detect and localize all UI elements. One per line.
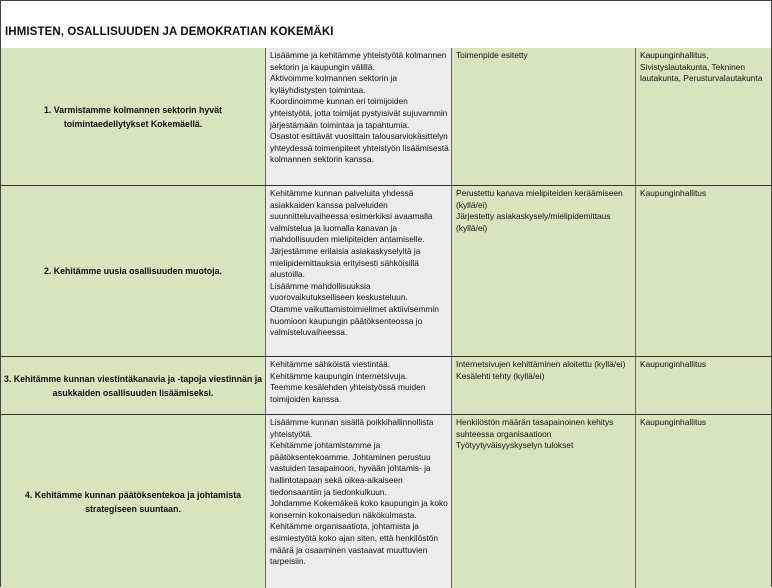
action-text: yhteydessä toimenpiteet yhteistyön lisäämisestä	[270, 142, 449, 153]
action-text: toimijoiden kanssa.	[270, 393, 342, 404]
goal-text: toimintaedellytykset Kokemäellä.	[63, 118, 203, 129]
actions-cell	[266, 415, 452, 588]
goal-text: 2. Kehitämme uusia osallisuuden muotoja.	[44, 266, 222, 276]
action-text: yhteistyötä.	[270, 428, 313, 439]
action-text: Osastot esittävät vuosittain talousarviokäsittelyn	[270, 131, 448, 142]
indicators-cell	[452, 415, 636, 588]
action-text: Kehitämme sähköistä viestintää.	[270, 359, 391, 369]
responsible-text: Kaupunginhallitus,	[640, 50, 709, 60]
action-text: hallintotapaan sekä oikea-aikaiseen	[270, 474, 403, 485]
action-text: mielipidemittauksia erityisesti sähköisillä	[270, 257, 419, 268]
action-text: sektorin ja kaupungin välillä.	[270, 61, 375, 72]
action-text: Lisäämme mahdollisuuksia	[270, 280, 371, 291]
action-text: järjestämään toimintaa ja tapahtumia.	[270, 119, 410, 130]
action-text: Kehitämme johtamistamme ja	[270, 440, 381, 451]
responsible-cell	[636, 415, 771, 588]
action-text: alustoilla.	[270, 269, 305, 280]
table-row	[1, 186, 771, 357]
indicator-text: suhteessa organisaatioon	[456, 428, 552, 439]
table-title: IHMISTEN, OSALLISUUDEN JA DEMOKRATIAN KOKEMÄKI	[5, 26, 334, 38]
action-text: esimiestyötä koko ajan siten, että henkilöstön	[270, 532, 439, 543]
action-text: suunnitteluvaiheessa esimerkiksi avaamalla	[270, 211, 433, 222]
action-text: tarpeisiin.	[270, 556, 306, 567]
goal-text: 3. Kehitämme kunnan viestintäkanavia ja -tapoja viestinnän ja	[3, 373, 263, 384]
indicator-text: Järjestetty asiakaskysely/mielipidemittaus	[456, 211, 611, 222]
action-text: Johdamme Kokemäkeä koko kaupungin ja koko	[270, 498, 448, 509]
action-text: päätöksentekoamme. Johtaminen perustuu	[270, 451, 431, 462]
indicator-text: Työtyytyväisyyskyselyn tulokset	[456, 440, 574, 451]
table-row	[1, 415, 771, 588]
action-text: Teemme kesälehden yhteistyössä muiden	[270, 382, 426, 393]
action-text: kyläyhdistysten toimintaa.	[270, 84, 366, 95]
action-text: Aktivoimme kolmannen sektorin ja	[270, 73, 398, 84]
indicators-cell	[452, 186, 636, 356]
action-text: asiakkaiden kanssa palveluiden	[270, 199, 388, 210]
action-text: Kehitämme kaupungin internetsivuja.	[270, 370, 408, 381]
indicator-text: Henkilöstön määrän tasapainoinen kehitys	[456, 417, 614, 427]
goal-cell	[1, 357, 266, 414]
table-row	[1, 357, 771, 415]
actions-cell	[266, 357, 452, 414]
goal-cell	[1, 415, 266, 588]
responsible-cell	[636, 48, 771, 185]
indicator-text: Internetsivujen kehittäminen aloitettu (kyllä/ei)	[456, 359, 626, 369]
action-text: huomioon kaupungin päätöksenteossa jo	[270, 315, 423, 326]
action-text: konsernin kokonaisedun näkökulmasta.	[270, 509, 417, 520]
action-text: Lisäämme kunnan sisällä poikkihallinnollista	[270, 417, 434, 427]
goal-text: strategiseen suuntaan.	[85, 503, 181, 514]
action-text: määrä ja osaaminen vastaavat muuttuvien	[270, 544, 428, 555]
action-text: Koordinoimme kunnan eri toimijoiden	[270, 96, 408, 107]
action-text: Kehitämme organisaatiota, johtamista ja	[270, 521, 419, 532]
goal-text: 1. Varmistamme kolmannen sektorin hyvät	[44, 104, 222, 115]
actions-cell	[266, 186, 452, 356]
action-text: Otamme vaikuttamistoimielimet aktiivisemmin	[270, 303, 439, 314]
responsible-text: Kaupunginhallitus	[640, 188, 707, 198]
responsible-text: lautakunta, Perusturvalautakunta	[640, 73, 763, 84]
goal-cell	[1, 186, 266, 356]
action-text: vuorovaikutukselliseen keskusteluun.	[270, 292, 408, 303]
indicator-text: (kyllä/ei)	[456, 222, 488, 233]
goal-text: 4. Kehitämme kunnan päätöksentekoa ja johtamista	[24, 489, 242, 500]
goal-text: asukkaiden osallisuuden lisäämiseksi.	[52, 387, 214, 398]
table-title-row	[1, 1, 771, 49]
indicators-cell	[452, 357, 636, 414]
responsible-cell	[636, 357, 771, 414]
action-text: yhteistyötä, jotta toimijat pystyisivät sujuvammin	[270, 107, 448, 118]
responsible-text: Kaupunginhallitus	[640, 359, 707, 369]
action-text: tiedonsaantiin ja tiedonkulkuun.	[270, 486, 387, 497]
indicator-text: Kesälehti tehty (kyllä/ei)	[456, 370, 545, 381]
indicator-text: Toimenpide esitetty	[456, 50, 528, 60]
action-text: Lisäämme ja kehitämme yhteistyötä kolmannen	[270, 50, 447, 60]
action-text: mahdollisuuden mielipiteiden antamiselle.	[270, 234, 425, 245]
actions-cell	[266, 48, 452, 185]
action-text: valmistelua ja luomalla kanavan ja	[270, 222, 398, 233]
indicator-text: Perustettu kanava mielipiteiden keräämiseen	[456, 188, 623, 198]
goal-cell	[1, 48, 266, 185]
responsible-cell	[636, 186, 771, 356]
action-text: vastuiden tasapainoon, hyvään johtamis- ja	[270, 463, 431, 474]
table-row	[1, 48, 771, 186]
responsible-text: Sivistyslautakunta, Tekninen	[640, 61, 746, 72]
action-text: Järjestämme erilaisia asiakaskyselyitä ja	[270, 245, 421, 256]
responsible-text: Kaupunginhallitus	[640, 417, 707, 427]
action-text: valmisteluvaiheessa.	[270, 327, 348, 338]
action-text: Kehitämme kunnan palveluita yhdessä	[270, 188, 414, 198]
action-text: kolmannen sektorin kanssa.	[270, 154, 374, 165]
indicators-cell	[452, 48, 636, 185]
indicator-text: (kyllä/ei)	[456, 199, 488, 210]
